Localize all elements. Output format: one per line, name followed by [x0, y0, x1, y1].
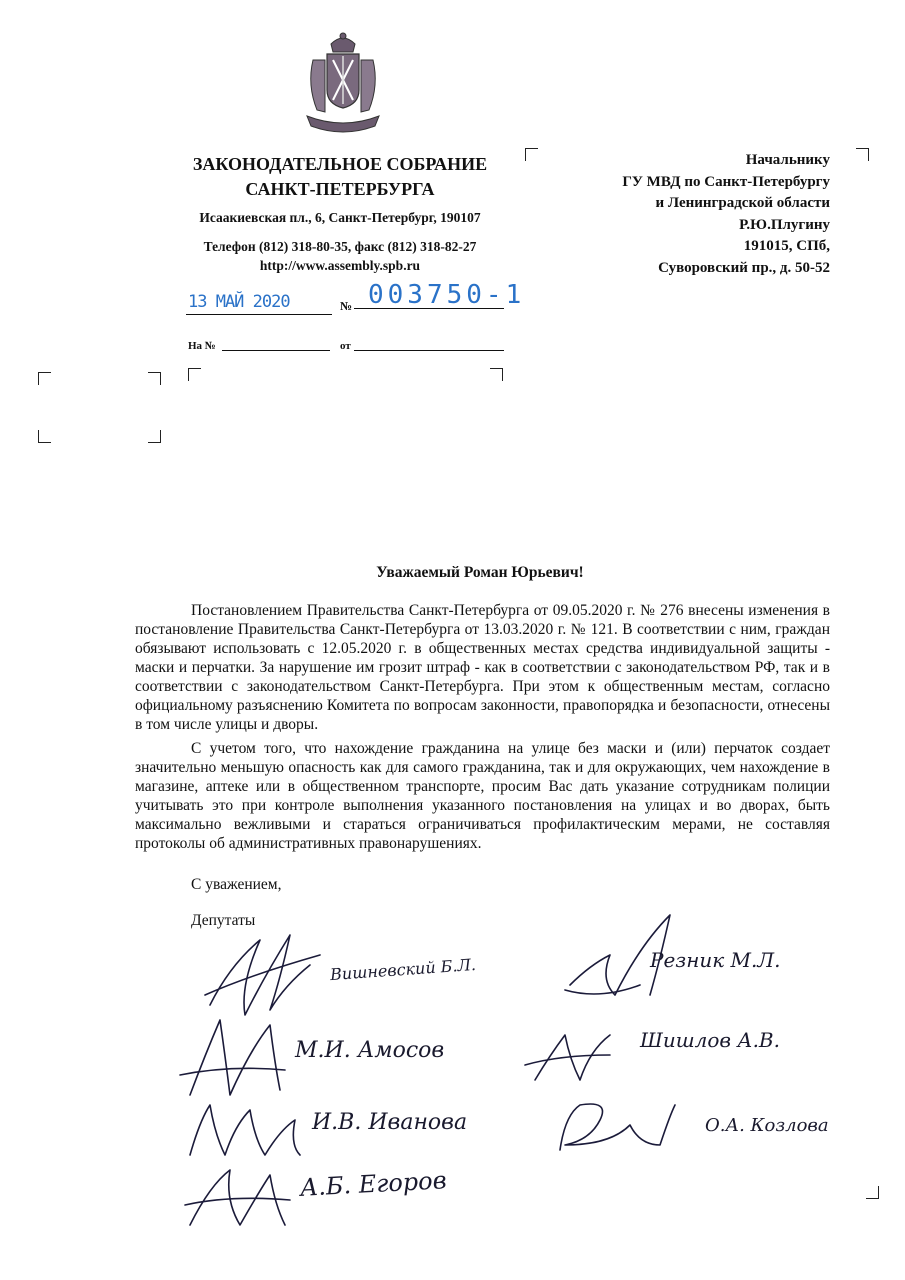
recipient-line4: Р.Ю.Плугину [739, 216, 830, 233]
number-label: № [340, 299, 353, 313]
corner-mark [148, 372, 161, 385]
signature-name-6: О.А. Козлова [705, 1115, 829, 1136]
signature-name-5: И.В. Иванова [312, 1110, 468, 1135]
handwritten-signatures [170, 905, 900, 1235]
corner-mark [38, 430, 51, 443]
letter-paragraph-1: Постановлением Правительства Санкт-Петербурга от 09.05.2020 г. № 276 внесены изменения в постановление Правительства Санкт-Петербурга от 13.03.2020 г. № 121. В соответствии с ним, граждан обязывают использовать с 12.05.2020 г. в общественных местах средства индивидуальной защиты - маски и перчатки. За нарушение им грозит штраф - как в соответствии с законодательством РФ, так и в соответствии с законодательством Санкт-Петербурга. При этом к общественным местам, согласно официальному разъяснению Комитета по вопросам законности, правопорядка и безопасности, отнесены в том числе улицы и дворы. [135, 602, 830, 733]
closing: С уважением, [191, 876, 282, 893]
coat-of-arms-emblem [303, 30, 383, 138]
org-name-line2: САНКТ-ПЕТЕРБУРГА [245, 179, 435, 199]
org-phone: Телефон (812) 318-80-35, факс (812) 318-82-27 [203, 239, 477, 254]
corner-mark [856, 148, 869, 161]
number-stamp: 003750-1 [368, 280, 526, 310]
signed-by: Депутаты [191, 912, 256, 929]
salutation: Уважаемый Роман Юрьевич! [376, 564, 584, 581]
recipient-line3: и Ленинградской области [655, 195, 830, 211]
letter-paragraph-2: С учетом того, что нахождение гражданина на улице без маски и (или) перчаток создает значительно меньшую опасность как для самого гражданина, так и для окружающих, чем нахождение в магазине, аптеке или в общественном транспорте, просим Вас дать указание сотрудникам полиции учитывать это при контроле выполнения указанного постановления на улицах и во дворах, быть максимально вежливыми и стараться ограничиваться профилактическим мерами, не составляя протоколы об административных правонарушениях. [135, 740, 830, 852]
recipient-line2: ГУ МВД по Санкт-Петербургу [622, 173, 830, 190]
recipient-line1: Начальнику [745, 152, 830, 168]
corner-mark [38, 372, 51, 385]
ref-date-line [354, 350, 504, 351]
signature-name-2: Резник М.Л. [650, 948, 781, 972]
recipient-line6: Суворовский пр., д. 50-52 [658, 259, 830, 276]
number-underline [354, 308, 504, 309]
corner-mark [148, 430, 161, 443]
signature-name-4: Шишлов А.В. [640, 1028, 780, 1052]
recipient-line5: 191015, СПб, [743, 238, 830, 254]
ref-number-line [222, 350, 330, 351]
org-website: http://www.assembly.spb.ru [259, 258, 421, 273]
date-stamp: 13 МАЙ 2020 [188, 292, 290, 312]
corner-mark [490, 368, 503, 381]
signature-name-7: А.Б. Егоров [299, 1166, 448, 1202]
org-name-line1: ЗАКОНОДАТЕЛЬНОЕ СОБРАНИЕ [192, 154, 488, 174]
corner-mark [188, 368, 201, 381]
signature-name-3: М.И. Амосов [295, 1038, 445, 1063]
ref-from-label: от [340, 340, 351, 352]
date-underline [186, 314, 332, 315]
signature-name-1: Вишневский Б.Л. [329, 954, 477, 985]
org-address: Исаакиевская пл., 6, Санкт-Петербург, 190107 [199, 210, 481, 225]
ref-label: На № [188, 340, 216, 352]
corner-mark [525, 148, 538, 161]
